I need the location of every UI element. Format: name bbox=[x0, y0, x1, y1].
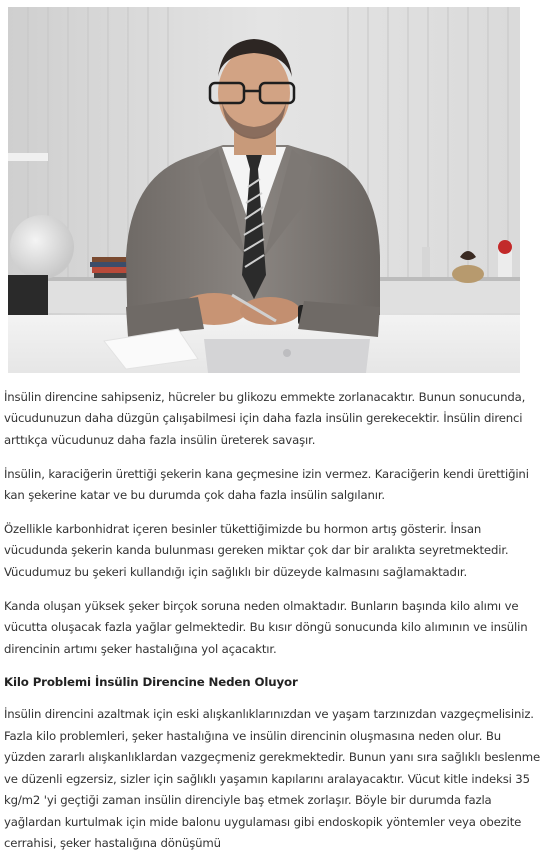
article-paragraph: İnsülin direncini azaltmak için eski alışkanlıklarınızdan ve yaşam tarzınızdan vazgeçmelisiniz. Fazla kilo problemleri, şeker hastalığına ve insülin direncinin oluşmasına neden olur. Bu yüzden zararlı alışkanlıklardan vazgeçmeniz gerekmektedir. Bunun yanı sıra sağlıklı beslenme ve düzenli egzersiz, sizler için sağlıklı yaşamın kapılarını aralayacaktır. Vücut kitle indeksi 35 kg/m2 'yi geçtiği zaman insülin direnciyle baş etmek zorlaşır. Böyle bir durumda fazla yağlardan kurtulmak için mide balonu uygulaması gibi endoskopik yöntemler veya obezite cerrahisi, şeker hastalığına dönüşümü bbox=[4, 707, 541, 850]
section-heading: Kilo Problemi İnsülin Direncine Neden Oluyor bbox=[4, 675, 298, 690]
doctor-portrait-photo bbox=[8, 7, 520, 373]
hero-image bbox=[8, 7, 520, 373]
article-paragraph: Özellikle karbonhidrat içeren besinler tükettiğimizde bu hormon artış gösterir. İnsan vücudunda şekerin kanda bulunması gereken miktar çok dar bir aralıkta seyretmektedir. Vücudumuz bu şekeri kullandığı için sağlıklı bir düzeyde kalmasını sağlamaktadır. bbox=[4, 522, 509, 579]
article-body bbox=[4, 387, 540, 867]
article-paragraph: Kanda oluşan yüksek şeker birçok soruna neden olmaktadır. Bunların başında kilo alımı ve vücutta oluşacak fazla yağlar gelmektedir. Bu kısır döngü sonucunda kilo alımının ve insülin direncinin artımı şeker hastalığına yol açacaktır. bbox=[4, 598, 528, 656]
article-paragraph: İnsülin direncine sahipseniz, hücreler bu glikozu emmekte zorlanacaktır. Bunun sonucunda, vücudunuzun daha düzgün çalışabilmesi için daha fazla insülin gerekecektir. İnsülin direnci arttıkça vücudunuz daha fazla insülin üreterek savaşır. bbox=[4, 390, 526, 447]
article-paragraph: İnsülin, karaciğerin ürettiği şekerin kana geçmesine izin vermez. Karaciğerin kendi ürettiğini kan şekerine katar ve bu durumda çok daha fazla insülin salgılanır. bbox=[4, 466, 529, 503]
